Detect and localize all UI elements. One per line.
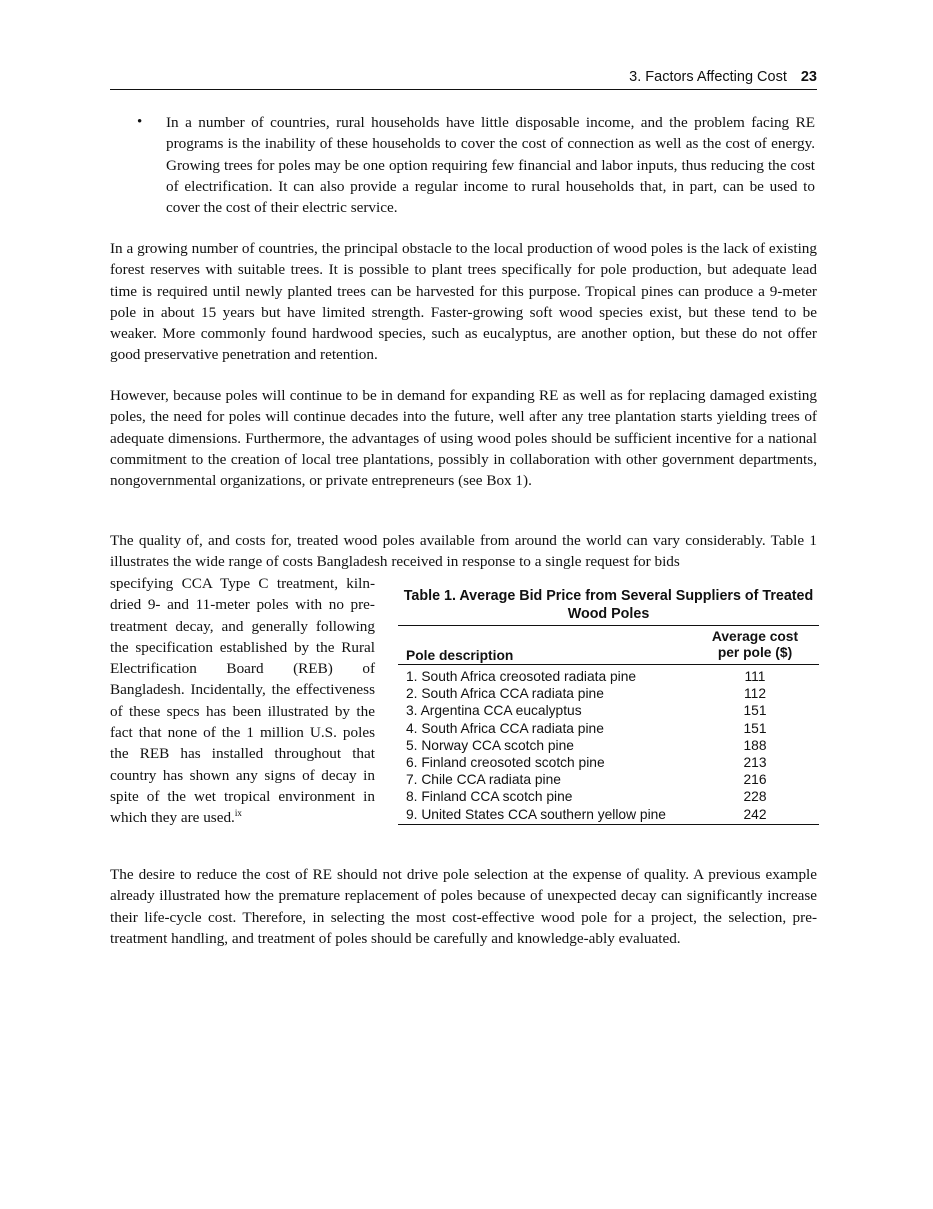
table-row — [398, 668, 819, 685]
column-header-cost-line2: per pole ($) — [717, 645, 793, 660]
paragraph-quality-costs-wrap — [110, 573, 375, 829]
paragraph-wrap-text: specifying CCA Type C treatment, kiln-dried 9- and 11-meter poles with no pre-treatment decay, and generally following the specification established by the Rural Electrification Board (REB) of Bangladesh. Incidentally, the effectiveness of these specs has been illustrated by the fact that none of the 1 million U.S. poles the REB has installed throughout that country has shown any signs of decay in spite of the wet tropical environment in which they are used. — [110, 575, 375, 827]
cell-cost: 151 — [743, 720, 767, 736]
cell-cost: 242 — [743, 806, 767, 822]
table-title: Table 1. Average Bid Price from Several Suppliers of Treated Wood Poles — [398, 588, 819, 626]
paragraph-quality-costs: The quality of, and costs for, treated wood poles available from around the world can vary considerably. Table 1 illustrates the wide range of costs Bangladesh received in response to a single request for bids — [110, 532, 817, 571]
cell-cost: 111 — [744, 669, 766, 685]
cell-description: 6. Finland creosoted scotch pine — [406, 755, 605, 771]
table-row — [398, 771, 819, 788]
cell-description: 8. Finland CCA scotch pine — [406, 789, 573, 805]
table-header — [398, 626, 819, 665]
cell-cost: 112 — [744, 686, 766, 702]
cell-description: 1. South Africa creosoted radiata pine — [406, 669, 637, 685]
table-row — [398, 702, 819, 719]
table-row — [398, 720, 819, 737]
table-row — [398, 685, 819, 702]
cell-description: 5. Norway CCA scotch pine — [406, 737, 574, 753]
column-header-cost — [695, 629, 815, 661]
column-header-cost-line1: Average cost — [711, 629, 799, 644]
paragraph-pole-demand: However, because poles will continue to be in demand for expanding RE as well as for replacing damaged existing poles, the need for poles will continue decades into the future, well after any tree plantation starts yielding trees of adequate dimensions. Furthermore, the advantages of using wood poles should be sufficient incentive for a national commitment to the creation of local tree plantations, possibly in collaboration with other government departments, nongovernmental organizations, or private entrepreneurs (see Box 1). — [110, 387, 817, 490]
running-header — [110, 67, 817, 90]
cell-cost: 213 — [743, 755, 767, 771]
cell-description: 2. South Africa CCA radiata pine — [406, 686, 604, 702]
paragraph-forest-reserves: In a growing number of countries, the principal obstacle to the local production of wood poles is the lack of existing forest reserves with suitable trees. It is possible to plant trees specifically for pole production, but adequate lead time is required until newly planted trees can be harvested for this purpose. Tropical pines can produce a 9-meter pole in about 15 years but have limited strength. Faster-growing soft wood species exist, but these tend to be weaker. More commonly found hardwood species, such as eucalyptus, are another option, but these do not offer good preservative penetration and retention. — [110, 240, 817, 364]
table-row — [398, 754, 819, 771]
cell-description: 9. United States CCA southern yellow pine — [406, 806, 666, 822]
table-body — [398, 665, 819, 825]
bullet-symbol: • — [137, 114, 143, 130]
bullet-item — [110, 112, 817, 218]
cell-cost: 188 — [743, 737, 767, 753]
paragraph-cost-quality: The desire to reduce the cost of RE should not drive pole selection at the expense of quality. A previous example already illustrated how the premature replacement of poles because of unexpected decay can significantly increase their life-cycle cost. Therefore, in selecting the most cost-effective wood pole for a project, the selection, pre-treatment handling, and treatment of poles should be carefully and knowledge-ably evaluated. — [110, 866, 817, 947]
footnote-marker: ix — [234, 808, 242, 819]
cell-cost: 151 — [743, 703, 767, 719]
cell-cost: 216 — [743, 772, 767, 788]
table-row — [398, 806, 819, 823]
section-title: 3. Factors Affecting Cost — [629, 69, 787, 85]
page-number: 23 — [800, 69, 817, 85]
bullet-text: In a number of countries, rural households have little disposable income, and the problem facing RE programs is the inability of these households to cover the cost of connection as well as the cost of energy. Growing trees for poles may be one option requiring few financial and labor inputs, thus reducing the cost of electrification. It can also provide a regular income to rural households that, in part, can be used to cover the cost of their electric service. — [166, 114, 815, 217]
cell-description: 7. Chile CCA radiata pine — [406, 772, 561, 788]
bid-price-table — [398, 588, 819, 825]
cell-description: 3. Argentina CCA eucalyptus — [406, 703, 582, 719]
table-row — [398, 788, 819, 805]
cell-description: 4. South Africa CCA radiata pine — [406, 720, 604, 736]
table-row — [398, 737, 819, 754]
cell-cost: 228 — [743, 789, 767, 805]
column-header-description: Pole description — [406, 648, 514, 663]
